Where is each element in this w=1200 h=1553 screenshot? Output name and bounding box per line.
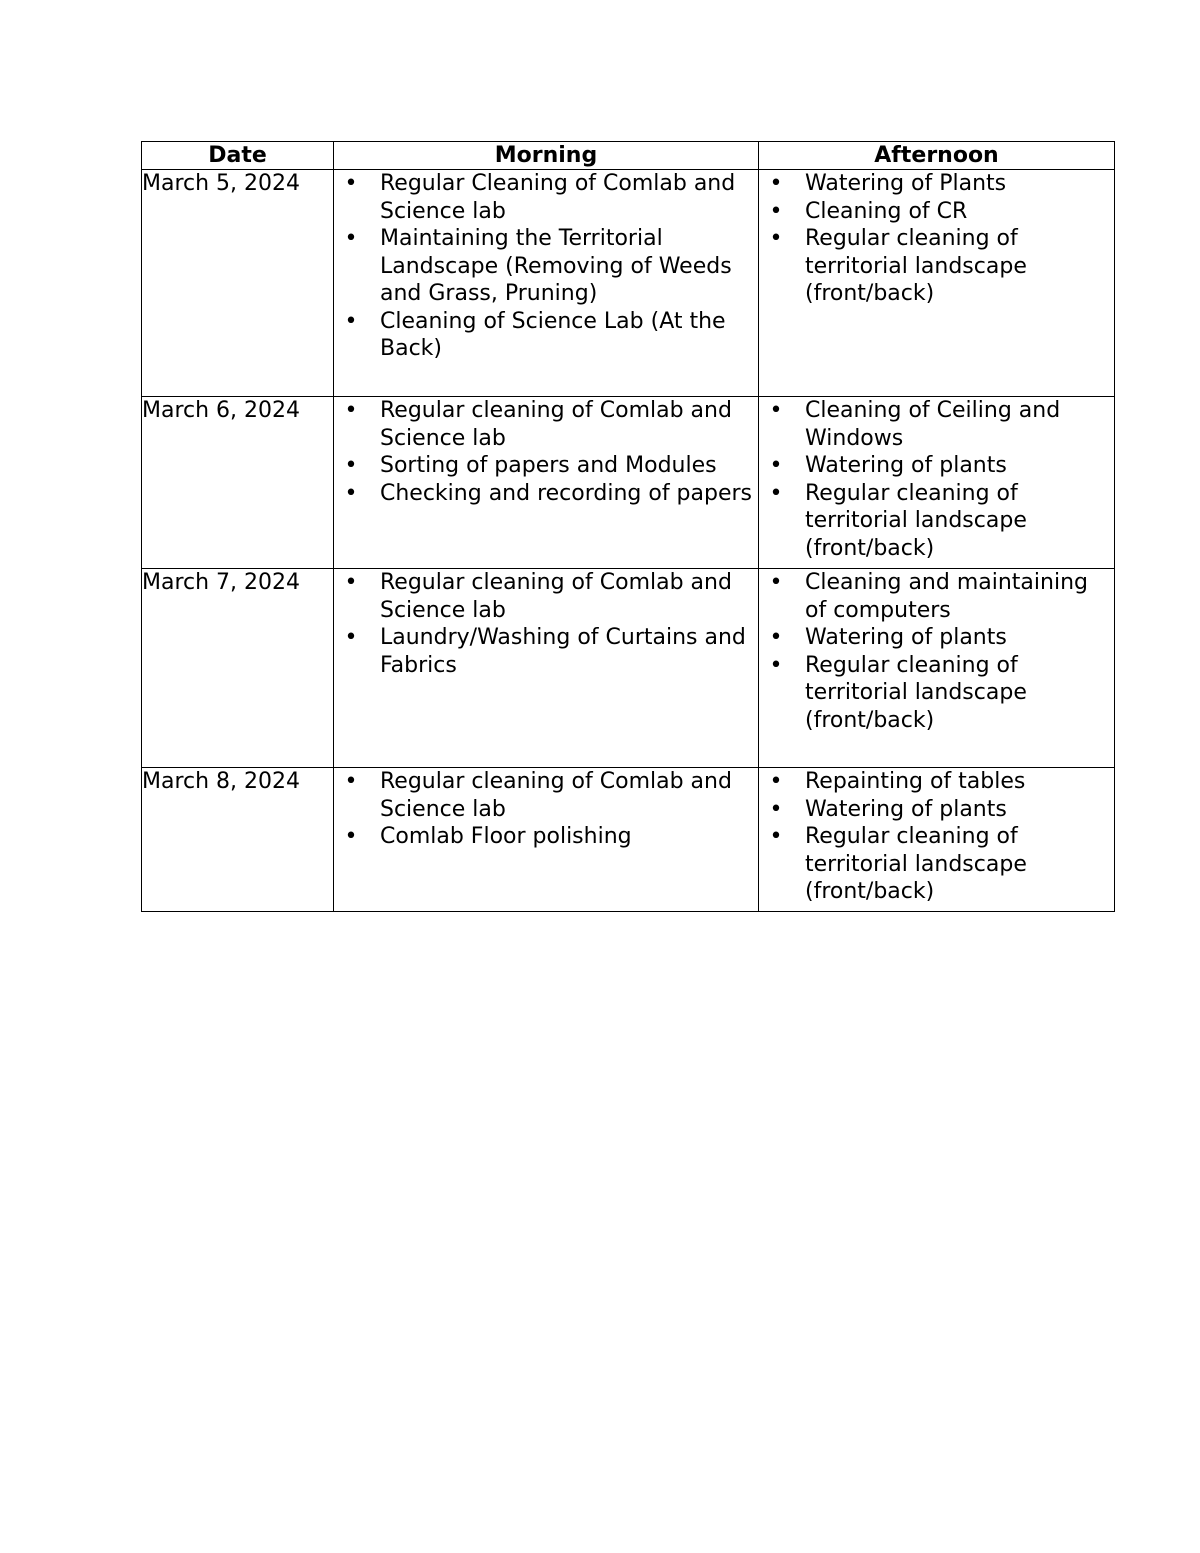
afternoon-cell <box>759 170 1115 397</box>
list-item <box>759 198 1114 226</box>
date-header: Date <box>142 142 334 170</box>
list-item <box>334 569 758 624</box>
task-text: Regular Cleaning of Comlab and Science lab <box>380 171 736 224</box>
list-item <box>334 397 758 452</box>
bullet-icon: • <box>344 171 358 196</box>
morning-task-list <box>334 768 758 851</box>
morning-task-list <box>334 569 758 679</box>
list-item <box>334 170 758 225</box>
header-row <box>142 142 1115 170</box>
morning-task-list <box>334 397 758 507</box>
list-item <box>759 796 1114 824</box>
bullet-icon: • <box>769 570 783 595</box>
afternoon-header: Afternoon <box>759 142 1115 170</box>
list-item <box>759 397 1114 452</box>
bullet-icon: • <box>769 769 783 794</box>
table-row <box>142 768 1115 912</box>
bullet-icon: • <box>769 625 783 650</box>
task-text: Laundry/Washing of Curtains and Fabrics <box>380 625 746 678</box>
morning-header: Morning <box>334 142 759 170</box>
bullet-icon: • <box>769 398 783 423</box>
afternoon-cell <box>759 768 1115 912</box>
list-item <box>759 480 1114 563</box>
task-text: Watering of plants <box>805 796 1007 822</box>
task-text: Cleaning of Science Lab (At the Back) <box>380 308 726 361</box>
bullet-icon: • <box>769 480 783 506</box>
bullet-icon: • <box>344 226 358 251</box>
date-cell: March 7, 2024 <box>142 569 334 768</box>
table-row <box>142 170 1115 397</box>
list-item <box>759 170 1114 198</box>
task-text: Cleaning and maintaining of computers <box>805 570 1088 623</box>
bullet-icon: • <box>769 171 783 196</box>
list-item <box>759 624 1114 652</box>
bullet-icon: • <box>344 570 358 595</box>
bullet-icon: • <box>769 824 783 849</box>
list-item <box>334 308 758 363</box>
list-item <box>334 452 758 480</box>
table-row <box>142 569 1115 768</box>
afternoon-task-list <box>759 397 1114 562</box>
task-text: Maintaining the Territorial Landscape (Removing of Weeds and Grass, Pruning) <box>380 226 732 306</box>
bullet-icon: • <box>769 453 783 478</box>
table-row <box>142 397 1115 569</box>
task-text: Cleaning of Ceiling and Windows <box>805 398 1061 451</box>
list-item <box>334 624 758 679</box>
morning-cell <box>334 569 759 768</box>
bullet-icon: • <box>769 226 783 251</box>
bullet-icon: • <box>344 453 358 478</box>
bullet-icon: • <box>344 308 358 334</box>
date-cell: March 8, 2024 <box>142 768 334 912</box>
task-text: Checking and recording of papers <box>380 480 753 506</box>
list-item <box>759 823 1114 906</box>
afternoon-cell <box>759 569 1115 768</box>
afternoon-task-list <box>759 569 1114 734</box>
task-text: Watering of plants <box>805 453 1007 478</box>
date-cell: March 5, 2024 <box>142 170 334 397</box>
list-item <box>759 768 1114 796</box>
bullet-icon: • <box>344 480 358 506</box>
schedule-table <box>141 141 1115 912</box>
bullet-icon: • <box>344 769 358 794</box>
task-text: Regular cleaning of territorial landscape (front/back) <box>805 824 1027 904</box>
task-text: Regular cleaning of Comlab and Science lab <box>380 769 732 822</box>
list-item <box>759 225 1114 308</box>
task-text: Cleaning of CR <box>805 198 968 224</box>
list-item <box>759 569 1114 624</box>
morning-cell <box>334 768 759 912</box>
morning-task-list <box>334 170 758 363</box>
list-item <box>334 768 758 823</box>
task-text: Regular cleaning of territorial landscape (front/back) <box>805 480 1027 561</box>
task-text: Regular cleaning of territorial landscape (front/back) <box>805 652 1027 733</box>
morning-cell <box>334 397 759 569</box>
date-cell: March 6, 2024 <box>142 397 334 569</box>
task-text: Watering of Plants <box>805 171 1007 196</box>
bullet-icon: • <box>769 198 783 224</box>
task-text: Comlab Floor polishing <box>380 824 632 849</box>
list-item <box>759 652 1114 735</box>
list-item <box>759 452 1114 480</box>
list-item <box>334 225 758 308</box>
bullet-icon: • <box>769 796 783 822</box>
task-text: Regular cleaning of Comlab and Science lab <box>380 570 732 623</box>
task-text: Watering of plants <box>805 625 1007 650</box>
bullet-icon: • <box>769 652 783 678</box>
bullet-icon: • <box>344 625 358 650</box>
list-item <box>334 480 758 508</box>
task-text: Regular cleaning of territorial landscape (front/back) <box>805 226 1027 306</box>
afternoon-cell <box>759 397 1115 569</box>
list-item <box>334 823 758 851</box>
afternoon-task-list <box>759 170 1114 308</box>
bullet-icon: • <box>344 824 358 849</box>
task-text: Sorting of papers and Modules <box>380 453 717 478</box>
task-text: Repainting of tables <box>805 769 1026 794</box>
morning-cell <box>334 170 759 397</box>
task-text: Regular cleaning of Comlab and Science lab <box>380 398 732 451</box>
afternoon-task-list <box>759 768 1114 906</box>
bullet-icon: • <box>344 398 358 423</box>
